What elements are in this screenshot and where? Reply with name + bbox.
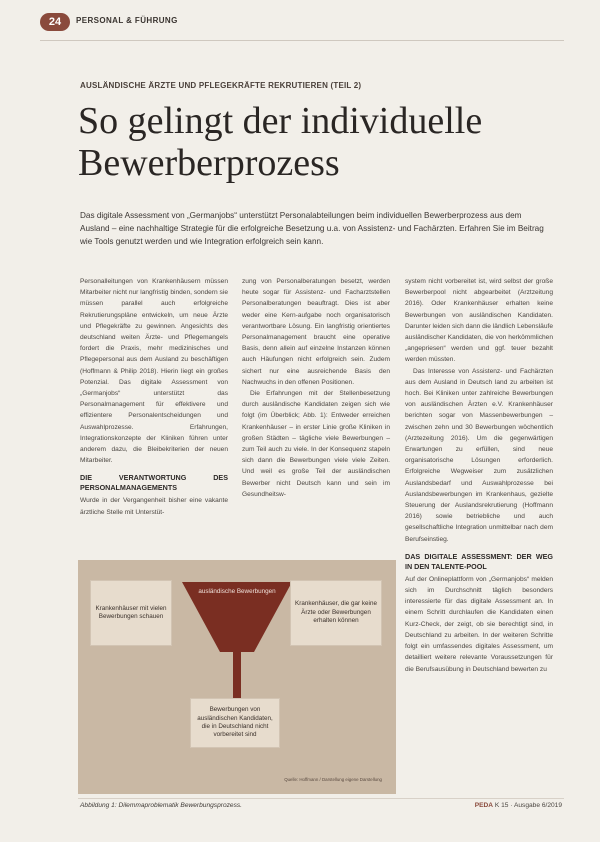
header-divider <box>40 40 564 41</box>
figure-dilemma-diagram <box>78 560 396 794</box>
article-kicker: AUSLÄNDISCHE ÄRZTE UND PFLEGEKRÄFTE REKRUTIEREN (TEIL 2) <box>80 81 362 90</box>
paragraph: Die Erfahrungen mit der Stellenbesetzung durch ausländische Kandidaten zeigen sich wie folgt (im Überblick; Abb. 1): Entweder erreichen Krankenhäuser – in erster Linie große Kliniken in großen Städten – tägliche viele Bewerbungen – zum Teil auch zu viele. In der Konsequenz stapeln sich dann die Bewerbungen viele viele Zeiten. Und weil es große Teil der ausländischen Bewerber nicht Deutsch kann und sein im Gesundheitsw- <box>242 390 390 498</box>
subheading: DIE VERANTWORTUNG DES PERSONALMANAGEMENTS <box>80 473 228 493</box>
box-unprepared-applicants: Bewerbungen von ausländischen Kandidaten, die in Deutschland nicht vorbereitet sind <box>190 698 280 748</box>
funnel-stem <box>233 652 241 698</box>
page-footer <box>475 802 562 809</box>
paragraph: Personalleitungen von Krankenhäusern müssen Mitarbeiter nicht nur langfristig binden, sondern sie müssen parallel auch erfolgreiche Rekrutierungspläne entwickeln, um neue Ärzte und Pflegekräfte zu gewinnen. Angesichts des deutschland weiten Ärzte- und Pflegemangels fordert die Praxis, mehr medizinisches und Pflegepersonal aus dem Ausland zu beschäftigen (Hoffmann & Philip 2018). Hierin liegt ein großes Potenzial. Das digitale Assessment von „Germanjobs“ unterstützt das Personalmanagement für effektivere und effizientere Personalentscheidungen und Auswahlprozesse. Erfahrungen, Integrationskonzepte der Kliniken führen unter anderem dazu, die Bleibekriterien der neuen Mitarbeiter. <box>80 278 228 465</box>
funnel-label: ausländische Bewerbungen <box>198 588 276 595</box>
text-column-1 <box>80 276 228 518</box>
subheading: DAS DIGITALE ASSESSMENT: DER WEG IN DEN TALENTE-POOL <box>405 551 553 571</box>
article-headline: So gelingt der individuelle Bewerberprozess <box>78 100 483 184</box>
figure-source: Quelle: Hoffmann / Darstellung eigene Darstellung <box>284 777 382 782</box>
paragraph: Das Interesse von Assistenz- und Fachärzten aus dem Ausland in Deutsch land zu arbeiten ist hoch. Bei Kliniken unter zahlreiche Bewerbungen von ausländischen Ärzten e.V. Krankenhäuser berichten sogar von Massenbewerbungen – zwischen zehn und 30 Bewerbungen wöchentlich (Arztezeitung 2016). Um die gegenwärtigen Erwartungen zu erfüllen, sind neue organisatorische Lösungen erforderlich. Erfolgreiche Wegweiser zum zusätzlichen Auslandsbedarf und Auswahlprozesse bei Auslandsbewerbungen im Krankenhaus, gezielte Steuerung der Auslandsrekrutierung (Hoffmann 2016) sowie betriebliche und auch gesellschaftliche Integration unmittelbar nach dem Berufseinstieg. <box>405 367 553 543</box>
article-lead: Das digitale Assessment von „Germanjobs“ unterstützt Personalabteilungen beim individuellen Bewerberprozess aus dem Ausland – eine nachhaltige Strategie für die erfolgreiche Besetzung u.a. von Assistenz- und Fachärzten. Erfahren Sie im Beitrag wie Tools genutzt werden und wie Integration erfolgreich sein kann. <box>80 211 544 246</box>
box-many-applications: Krankenhäuser mit vielen Bewerbungen schauen <box>90 580 172 646</box>
box-no-applications: Krankenhäuser, die gar keine Ärzte oder Bewerbungen erhalten können <box>290 580 382 646</box>
footer-divider <box>78 798 564 799</box>
paragraph: zung von Personalberatungen besetzt, werden heute sogar für Assistenz- und Facharztstellen Personalberatungen beauftragt. Dies ist aber weder eine Kern-aufgabe noch organisatorisch verantwortbare Lösung. Ein langfristig orientiertes Personalmanagement braucht eine operative Basis, denn allein auf einzelne Instanzen können auch Häufungen nicht erfolgreich sein. Zudem sichert nur eine ausreichende Basis den Nachwuchs in den offenen Positionen. <box>242 278 390 386</box>
section-title: PERSONAL & FÜHRUNG <box>76 16 178 25</box>
paragraph: Auf der Onlineplattform von „Germanjobs“ melden sich im Durchschnitt täglich besonders interessierte für das digitale Assessment an. In einem Schritt durchlaufen die Kandidaten einen Kurz-Check, der zeigt, ob sie berechtigt sind, in Deutschland zu arbeiten. In der weiteren Schritte folgt ein umfassendes digitales Assessment, um detailliert weitere relevante Voraussetzungen für die Berufsausübung in Deutschland bewerten zu <box>405 575 553 673</box>
page-number: 24 <box>40 13 70 31</box>
journal-name: PEDA <box>474 802 494 809</box>
text-column-2 <box>242 276 390 500</box>
paragraph: system nicht vorbereitet ist, wird selbst der große Bewerberpool nicht abgearbeitet (Arztzeitung 2016). Oder Krankenhäuser erhalten keine Bewerbungen von ausländischen Kandidaten. Darunter leiden sich dann die ländlich Lebensläufe ausländischer Kandidaten, die von herkömmlichen „angepriesen“ werden und ggf. teuer bezahlt werden müssten. <box>405 278 553 364</box>
figure-caption: Abbildung 1: Dilemmaproblematik Bewerbungsprozess. <box>80 802 242 809</box>
paragraph: Wurde in der Vergangenheit bisher eine vakante ärztliche Stelle mit Unterstüt- <box>80 497 228 516</box>
text-column-3 <box>405 276 553 675</box>
issue-info: K 15 · Ausgabe 6/2019 <box>494 802 562 809</box>
